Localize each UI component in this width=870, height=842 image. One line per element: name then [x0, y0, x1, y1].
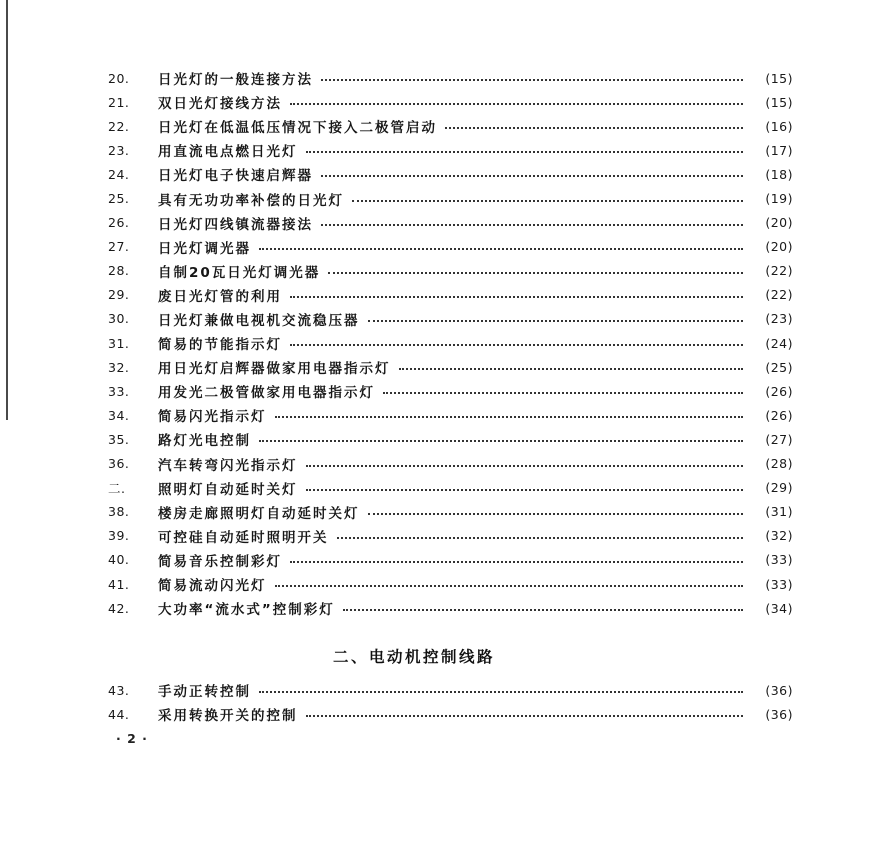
- entry-number: 32.: [108, 359, 130, 375]
- entry-page: (34): [765, 600, 793, 616]
- entry-page: (36): [765, 682, 793, 698]
- dot-leader: [290, 103, 743, 105]
- entry-title: 具有无功功率补偿的日光灯: [158, 192, 344, 209]
- entry-page: (20): [765, 215, 793, 231]
- entry-number: 42.: [108, 600, 130, 616]
- toc-entry: [108, 702, 793, 726]
- entry-title: 简易的节能指示灯: [158, 337, 282, 354]
- entry-number: 21.: [108, 94, 130, 110]
- entry-page: (26): [765, 383, 793, 399]
- dot-leader: [368, 320, 744, 322]
- dot-leader: [337, 537, 744, 539]
- dot-leader: [306, 465, 744, 467]
- entry-title: 用发光二极管做家用电器指示灯: [158, 385, 375, 402]
- entry-page: (25): [765, 359, 793, 375]
- entry-page: (28): [765, 456, 793, 472]
- entry-number: 38.: [108, 504, 130, 520]
- entry-page: (23): [765, 311, 793, 327]
- toc-entry: [108, 427, 793, 451]
- entry-title: 日光灯的一般连接方法: [158, 72, 313, 89]
- entry-page: (19): [765, 191, 793, 207]
- dot-leader: [275, 416, 744, 418]
- entry-number: 35.: [108, 431, 130, 447]
- entry-number: 28.: [108, 263, 130, 279]
- dot-leader: [321, 224, 743, 226]
- toc-entry: [108, 379, 793, 403]
- toc-entry: [108, 524, 793, 548]
- dot-leader: [383, 392, 743, 394]
- entry-title: 大功率“流水式”控制彩灯: [158, 602, 335, 619]
- dot-leader: [306, 151, 744, 153]
- entry-number: 34.: [108, 407, 130, 423]
- toc-entry: [108, 66, 793, 90]
- entry-page: (17): [765, 142, 793, 158]
- entry-title: 汽车转弯闪光指示灯: [158, 457, 298, 474]
- toc-entry: [108, 500, 793, 524]
- dot-leader: [290, 296, 743, 298]
- dot-leader: [321, 175, 743, 177]
- toc-entry: [108, 572, 793, 596]
- toc-entry: [108, 235, 793, 259]
- section-heading: 二、电动机控制线路: [333, 648, 496, 666]
- entry-title: 简易音乐控制彩灯: [158, 553, 282, 570]
- toc-entry: [108, 90, 793, 114]
- entry-page: (36): [765, 706, 793, 722]
- entry-title: 楼房走廊照明灯自动延时关灯: [158, 505, 360, 522]
- toc-entry: [108, 403, 793, 427]
- dot-leader: [343, 609, 743, 611]
- entry-title: 日光灯在低温低压情况下接入二极管启动: [158, 120, 437, 137]
- dot-leader: [328, 272, 743, 274]
- dot-leader: [290, 561, 743, 563]
- entry-title: 用日光灯启辉器做家用电器指示灯: [158, 361, 391, 378]
- entry-title: 废日光灯管的利用: [158, 288, 282, 305]
- entry-title: 用直流电点燃日光灯: [158, 144, 298, 161]
- entry-title: 可控硅自动延时照明开关: [158, 529, 329, 546]
- toc-entry: [108, 162, 793, 186]
- entry-title: 路灯光电控制: [158, 433, 251, 450]
- entry-page: (18): [765, 166, 793, 182]
- entry-page: (24): [765, 335, 793, 351]
- entry-page: (32): [765, 528, 793, 544]
- table-of-contents-continued: [108, 678, 793, 726]
- entry-title: 采用转换开关的控制: [158, 708, 298, 725]
- entry-title: 简易闪光指示灯: [158, 409, 267, 426]
- entry-page: (22): [765, 263, 793, 279]
- dot-leader: [445, 127, 743, 129]
- entry-title: 日光灯兼做电视机交流稳压器: [158, 312, 360, 329]
- toc-entry: [108, 548, 793, 572]
- entry-page: (26): [765, 407, 793, 423]
- entry-title: 日光灯调光器: [158, 240, 251, 257]
- entry-number: 24.: [108, 166, 130, 182]
- entry-number: 29.: [108, 287, 130, 303]
- page-number: · 2 ·: [116, 731, 148, 746]
- entry-number: 20.: [108, 70, 130, 86]
- entry-page: (20): [765, 239, 793, 255]
- entry-number: 30.: [108, 311, 130, 327]
- toc-entry: [108, 596, 793, 620]
- toc-entry: [108, 259, 793, 283]
- toc-entry: [108, 114, 793, 138]
- entry-title: 日光灯四线镇流器接法: [158, 216, 313, 233]
- entry-title: 双日光灯接线方法: [158, 96, 282, 113]
- entry-number: 33.: [108, 383, 130, 399]
- entry-page: (27): [765, 431, 793, 447]
- dot-leader: [259, 691, 743, 693]
- table-of-contents: [108, 66, 793, 620]
- dot-leader: [352, 200, 743, 202]
- entry-number: 22.: [108, 118, 130, 134]
- entry-page: (33): [765, 552, 793, 568]
- dot-leader: [259, 248, 743, 250]
- entry-page: (31): [765, 504, 793, 520]
- toc-entry: [108, 211, 793, 235]
- toc-entry: [108, 307, 793, 331]
- toc-entry: [108, 331, 793, 355]
- toc-entry: [108, 452, 793, 476]
- dot-leader: [399, 368, 744, 370]
- entry-number: 23.: [108, 142, 130, 158]
- entry-number: 36.: [108, 456, 130, 472]
- entry-title: 自制20瓦日光灯调光器: [158, 264, 321, 281]
- entry-title: 照明灯自动延时关灯: [158, 481, 298, 498]
- entry-page: (16): [765, 118, 793, 134]
- toc-entry: [108, 138, 793, 162]
- entry-page: (15): [765, 70, 793, 86]
- dot-leader: [368, 513, 744, 515]
- entry-number: 二.: [108, 480, 126, 496]
- entry-number: 44.: [108, 706, 130, 722]
- dot-leader: [321, 79, 743, 81]
- dot-leader: [275, 585, 744, 587]
- entry-number: 31.: [108, 335, 130, 351]
- entry-number: 43.: [108, 682, 130, 698]
- entry-page: (33): [765, 576, 793, 592]
- entry-page: (29): [765, 480, 793, 496]
- toc-entry: [108, 678, 793, 702]
- entry-number: 25.: [108, 191, 130, 207]
- dot-leader: [259, 440, 743, 442]
- entry-number: 27.: [108, 239, 130, 255]
- dot-leader: [306, 715, 744, 717]
- entry-page: (15): [765, 94, 793, 110]
- dot-leader: [306, 489, 744, 491]
- toc-entry: [108, 186, 793, 210]
- toc-entry: [108, 476, 793, 500]
- entry-number: 39.: [108, 528, 130, 544]
- entry-title: 手动正转控制: [158, 684, 251, 701]
- entry-number: 26.: [108, 215, 130, 231]
- entry-title: 简易流动闪光灯: [158, 578, 267, 595]
- page-edge-line: [6, 0, 8, 420]
- toc-entry: [108, 283, 793, 307]
- toc-entry: [108, 355, 793, 379]
- entry-number: 40.: [108, 552, 130, 568]
- entry-number: 41.: [108, 576, 130, 592]
- entry-title: 日光灯电子快速启辉器: [158, 168, 313, 185]
- entry-page: (22): [765, 287, 793, 303]
- dot-leader: [290, 344, 743, 346]
